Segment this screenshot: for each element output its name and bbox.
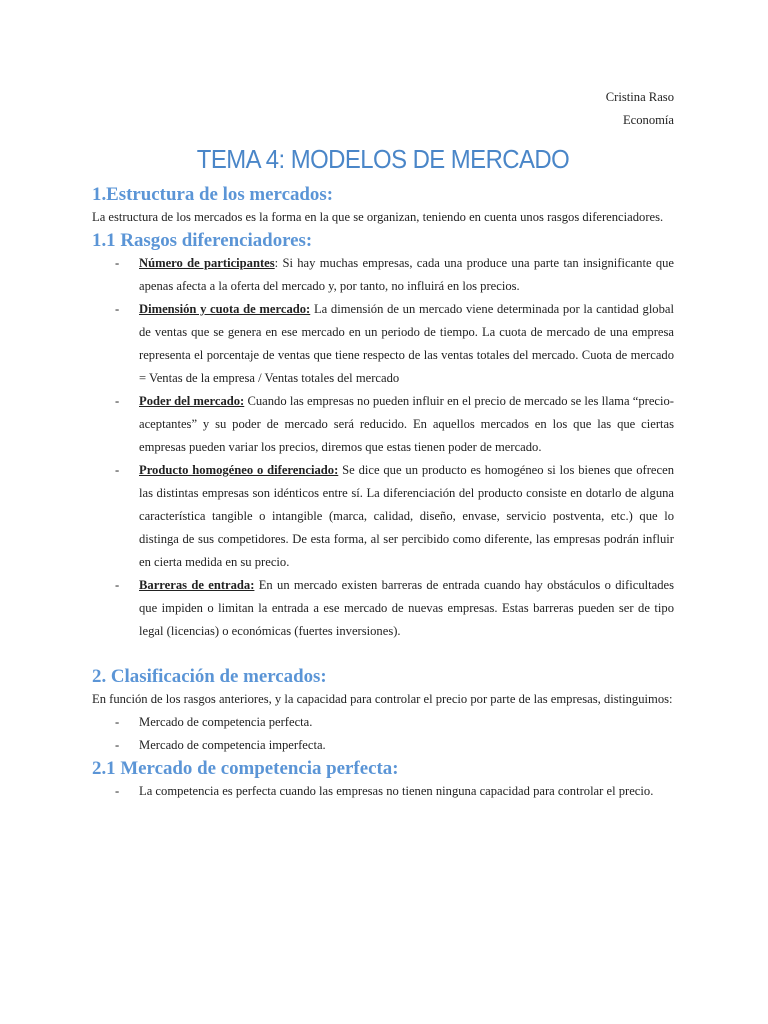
section-1-intro: La estructura de los mercados es la forma en la que se organizan, teniendo en cuenta unos rasgos diferenciadores. bbox=[92, 210, 664, 224]
dash-bullet: - bbox=[115, 394, 120, 408]
list-item bbox=[92, 252, 674, 298]
list-item bbox=[92, 734, 674, 757]
dash-bullet: - bbox=[115, 302, 120, 316]
item-text: Si hay muchas empresas, cada una produce una parte tan insignificante que apenas afecta a la oferta del mercado y, por tanto, no influirá en los precios. bbox=[139, 256, 675, 293]
item-text: La competencia es perfecta cuando las empresas no tienen ninguna capacidad para controlar el precio. bbox=[139, 784, 654, 798]
item-text: Mercado de competencia imperfecta. bbox=[139, 738, 326, 752]
section-2-heading: 2. Clasificación de mercados: bbox=[92, 666, 327, 687]
item-text: La dimensión de un mercado viene determinada por la cantidad global de ventas que se genera en ese mercado en un periodo de tiempo. La cuota de mercado de una empresa representa el porcentaje de ventas que tiene respecto de las ventas totales del mercado. Cuota de mercado = Ventas de la empresa / Ventas totales del mercado bbox=[139, 302, 674, 385]
section-1-heading: 1.Estructura de los mercados: bbox=[92, 184, 334, 205]
list-item bbox=[92, 459, 674, 574]
dash-bullet: - bbox=[115, 256, 120, 270]
list-item bbox=[92, 780, 674, 803]
author-block bbox=[92, 86, 674, 132]
dash-bullet: - bbox=[115, 463, 120, 477]
author-subject: Economía bbox=[622, 113, 674, 127]
item-text: Mercado de competencia perfecta. bbox=[139, 715, 313, 729]
item-term: Producto homogéneo o diferenciado: bbox=[139, 463, 339, 477]
author-name: Cristina Raso bbox=[605, 90, 674, 104]
dash-bullet: - bbox=[115, 738, 120, 752]
dash-bullet: - bbox=[115, 784, 120, 798]
rasgos-list bbox=[92, 252, 674, 643]
dash-bullet: - bbox=[115, 578, 120, 592]
dash-bullet: - bbox=[115, 715, 120, 729]
item-term: Barreras de entrada: bbox=[139, 578, 255, 592]
list-item bbox=[92, 298, 674, 390]
list-item bbox=[92, 574, 674, 643]
competencia-perfecta-list bbox=[92, 780, 674, 803]
list-item bbox=[92, 711, 674, 734]
section-2-intro: En función de los rasgos anteriores, y la capacidad para controlar el precio por parte de las empresas, distinguimos: bbox=[92, 692, 673, 706]
section-2-1-heading: 2.1 Mercado de competencia perfecta: bbox=[92, 758, 399, 779]
clasificacion-list bbox=[92, 711, 674, 757]
item-text: Cuando las empresas no pueden influir en el precio de mercado se les llama “precio-aceptantes” y su poder de mercado será reducido. En aquellos mercados en los que las que ciertas empresas pueden variar los precios, diremos que estas tienen poder de mercado. bbox=[139, 394, 674, 454]
item-text: En un mercado existen barreras de entrada cuando hay obstáculos o dificultades que impiden o limitan la entrada a ese mercado de nuevas empresas. Estas barreras pueden ser de tipo legal (licencias) o económicas (fuertes inversiones). bbox=[139, 578, 674, 638]
item-text: Se dice que un producto es homogéneo si los bienes que ofrecen las distintas empresas son idénticos entre sí. La diferenciación del producto consiste en dotarlo de alguna característica tangible o intangible (marca, calidad, diseño, envase, servicio postventa, etc.) que lo distinga de sus competidores. De esta forma, al ser percibido como diferente, las empresas podrán influir en cierta medida en su precio. bbox=[139, 463, 674, 569]
item-term: Número de participantes bbox=[139, 256, 275, 270]
document-title: TEMA 4: MODELOS DE MERCADO bbox=[196, 144, 570, 174]
list-item bbox=[92, 390, 674, 459]
section-1-1-heading: 1.1 Rasgos diferenciadores: bbox=[92, 230, 313, 251]
item-term: Dimensión y cuota de mercado: bbox=[139, 302, 311, 316]
item-separator: : bbox=[274, 256, 283, 270]
item-term: Poder del mercado: bbox=[139, 394, 245, 408]
